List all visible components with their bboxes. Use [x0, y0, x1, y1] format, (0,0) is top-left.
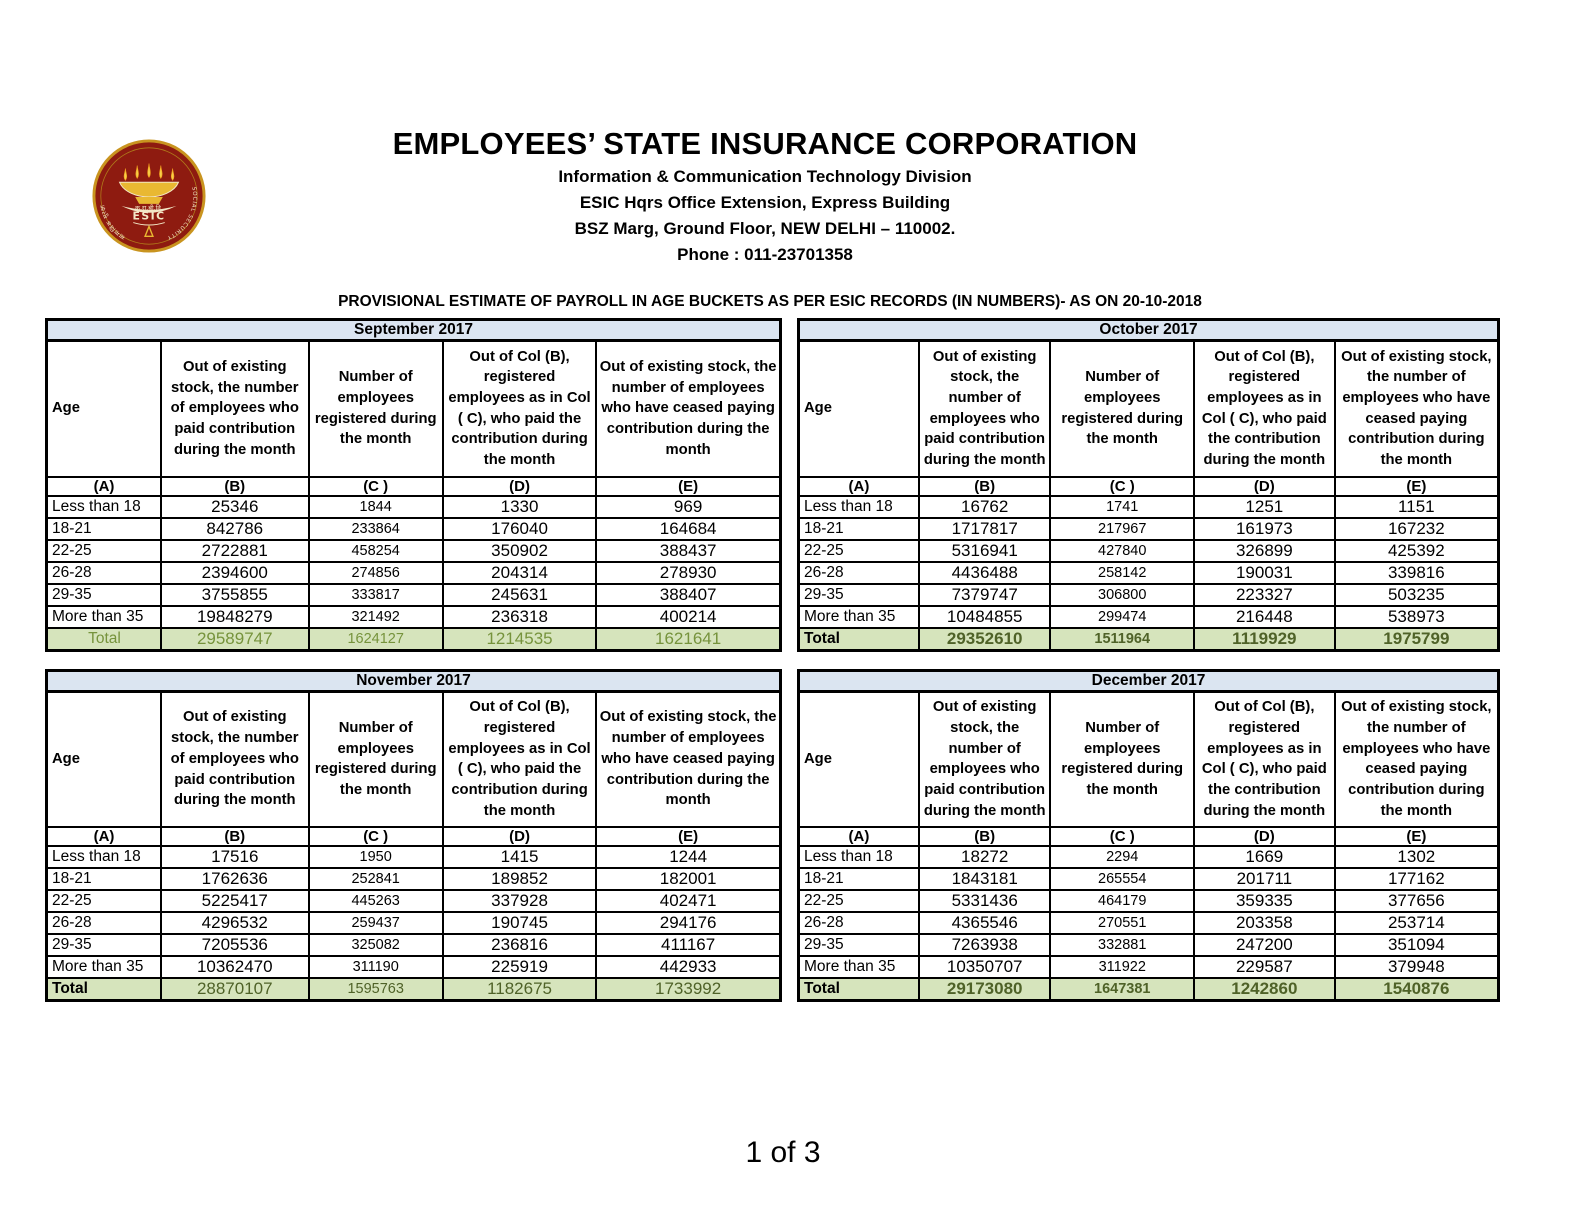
value-cell: 245631: [443, 584, 596, 606]
value-cell: 177162: [1335, 868, 1499, 890]
table-row: [799, 912, 1499, 934]
value-cell: 5225417: [161, 890, 309, 912]
value-cell: 311922: [1050, 956, 1194, 978]
table-row: [47, 606, 781, 628]
value-cell: 236318: [443, 606, 596, 628]
column-letter: (B): [161, 827, 309, 846]
value-cell: 1950: [309, 846, 443, 868]
tables-grid: [45, 318, 1500, 1002]
value-cell: 10350707: [919, 956, 1051, 978]
value-cell: 388437: [596, 540, 780, 562]
value-cell: 969: [596, 496, 780, 518]
column-header-e: Out of existing stock, the number of employees who have ceased paying contribution during the month: [596, 691, 780, 827]
value-cell: 5331436: [919, 890, 1051, 912]
table-row: [47, 846, 781, 868]
total-row: [47, 628, 781, 651]
column-letter: (C ): [1050, 477, 1194, 496]
report-title: PROVISIONAL ESTIMATE OF PAYROLL IN AGE BUCKETS AS PER ESIC RECORDS (IN NUMBERS)- AS ON 20-10-2018: [338, 293, 1202, 310]
table-row: [799, 846, 1499, 868]
age-cell: Less than 18: [47, 496, 162, 518]
value-cell: 29352610: [919, 628, 1051, 651]
column-letter: (A): [799, 827, 919, 846]
value-cell: 236816: [443, 934, 596, 956]
value-cell: 7205536: [161, 934, 309, 956]
value-cell: 325082: [309, 934, 443, 956]
value-cell: 252841: [309, 868, 443, 890]
value-cell: 321492: [309, 606, 443, 628]
value-cell: 190031: [1194, 562, 1335, 584]
value-cell: 29589747: [161, 628, 309, 651]
table-row: [799, 890, 1499, 912]
value-cell: 311190: [309, 956, 443, 978]
value-cell: 1741: [1050, 496, 1194, 518]
value-cell: 278930: [596, 562, 780, 584]
table-row: [799, 584, 1499, 606]
age-cell: Less than 18: [799, 846, 919, 868]
column-letter: (D): [1194, 827, 1335, 846]
value-cell: 379948: [1335, 956, 1499, 978]
age-cell: Less than 18: [799, 496, 919, 518]
age-cell: 26-28: [47, 912, 162, 934]
logo-esic-label: ESIC: [132, 209, 166, 223]
value-cell: 2722881: [161, 540, 309, 562]
column-header-b: Out of existing stock, the number of employees who paid contribution during the month: [161, 691, 309, 827]
value-cell: 265554: [1050, 868, 1194, 890]
column-header-d: Out of Col (B), registered employees as in Col ( C), who paid the contribution during the month: [443, 691, 596, 827]
age-cell: 29-35: [47, 934, 162, 956]
age-cell: 22-25: [47, 540, 162, 562]
column-header-c: Number of employees registered during the month: [309, 691, 443, 827]
value-cell: 1540876: [1335, 978, 1499, 1001]
value-cell: 1975799: [1335, 628, 1499, 651]
value-cell: 19848279: [161, 606, 309, 628]
column-letter: (E): [1335, 477, 1499, 496]
value-cell: 1717817: [919, 518, 1051, 540]
table-december-2017: [797, 669, 1500, 1003]
logo-left-curved-text: सामाजिक सुरक्षा: [99, 203, 127, 240]
column-letter: (B): [161, 477, 309, 496]
value-cell: 458254: [309, 540, 443, 562]
value-cell: 411167: [596, 934, 780, 956]
value-cell: 1511964: [1050, 628, 1194, 651]
table-row: [47, 540, 781, 562]
value-cell: 402471: [596, 890, 780, 912]
value-cell: 1244: [596, 846, 780, 868]
value-cell: 442933: [596, 956, 780, 978]
total-row: [799, 978, 1499, 1001]
table-row: [799, 540, 1499, 562]
value-cell: 216448: [1194, 606, 1335, 628]
age-cell: 22-25: [799, 540, 919, 562]
value-cell: 359335: [1194, 890, 1335, 912]
value-cell: 1182675: [443, 978, 596, 1001]
age-cell: 18-21: [799, 518, 919, 540]
table-row: [47, 868, 781, 890]
value-cell: 229587: [1194, 956, 1335, 978]
age-cell: 18-21: [799, 868, 919, 890]
value-cell: 1595763: [309, 978, 443, 1001]
age-cell: 29-35: [47, 584, 162, 606]
value-cell: 333817: [309, 584, 443, 606]
table-row: [799, 934, 1499, 956]
table-september-2017: [45, 318, 782, 652]
table-row: [47, 956, 781, 978]
value-cell: 17516: [161, 846, 309, 868]
column-header-e: Out of existing stock, the number of employees who have ceased paying contribution during the month: [1335, 341, 1499, 477]
value-cell: 4296532: [161, 912, 309, 934]
table-row: [47, 912, 781, 934]
column-header-c: Number of employees registered during the month: [309, 341, 443, 477]
value-cell: 294176: [596, 912, 780, 934]
value-cell: 1843181: [919, 868, 1051, 890]
value-cell: 1733992: [596, 978, 780, 1001]
month-header: October 2017: [799, 320, 1499, 341]
total-row: [799, 628, 1499, 651]
value-cell: 1669: [1194, 846, 1335, 868]
address-line-1: ESIC Hqrs Office Extension, Express Building: [579, 193, 951, 212]
column-letter: (E): [596, 827, 780, 846]
value-cell: 842786: [161, 518, 309, 540]
column-header-age: Age: [799, 341, 919, 477]
total-label-cell: Total: [47, 978, 162, 1001]
value-cell: 204314: [443, 562, 596, 584]
table-row: [47, 890, 781, 912]
table-row: [47, 934, 781, 956]
table-row: [799, 606, 1499, 628]
total-label-cell: Total: [799, 628, 919, 651]
value-cell: 503235: [1335, 584, 1499, 606]
table-row: [799, 518, 1499, 540]
age-cell: 22-25: [47, 890, 162, 912]
value-cell: 223327: [1194, 584, 1335, 606]
value-cell: 337928: [443, 890, 596, 912]
value-cell: 274856: [309, 562, 443, 584]
value-cell: 351094: [1335, 934, 1499, 956]
value-cell: 1119929: [1194, 628, 1335, 651]
value-cell: 7379747: [919, 584, 1051, 606]
age-cell: 29-35: [799, 934, 919, 956]
value-cell: 445263: [309, 890, 443, 912]
value-cell: 7263938: [919, 934, 1051, 956]
value-cell: 388407: [596, 584, 780, 606]
value-cell: 1302: [1335, 846, 1499, 868]
value-cell: 190745: [443, 912, 596, 934]
value-cell: 350902: [443, 540, 596, 562]
column-header-e: Out of existing stock, the number of employees who have ceased paying contribution during the month: [1335, 691, 1499, 827]
value-cell: 1242860: [1194, 978, 1335, 1001]
page-number: 1 of 3: [745, 1136, 821, 1169]
value-cell: 1647381: [1050, 978, 1194, 1001]
value-cell: 339816: [1335, 562, 1499, 584]
value-cell: 203358: [1194, 912, 1335, 934]
age-cell: 22-25: [799, 890, 919, 912]
value-cell: 1762636: [161, 868, 309, 890]
value-cell: 2394600: [161, 562, 309, 584]
table-row: [47, 562, 781, 584]
value-cell: 3755855: [161, 584, 309, 606]
age-cell: More than 35: [799, 956, 919, 978]
value-cell: 5316941: [919, 540, 1051, 562]
column-letter: (E): [1335, 827, 1499, 846]
value-cell: 225919: [443, 956, 596, 978]
value-cell: 2294: [1050, 846, 1194, 868]
age-cell: 26-28: [799, 562, 919, 584]
column-letter: (B): [919, 827, 1051, 846]
value-cell: 332881: [1050, 934, 1194, 956]
age-cell: More than 35: [799, 606, 919, 628]
value-cell: 176040: [443, 518, 596, 540]
total-label-cell: Total: [799, 978, 919, 1001]
value-cell: 1844: [309, 496, 443, 518]
column-header-d: Out of Col (B), registered employees as in Col ( C), who paid the contribution during the month: [443, 341, 596, 477]
value-cell: 247200: [1194, 934, 1335, 956]
value-cell: 377656: [1335, 890, 1499, 912]
month-header: September 2017: [47, 320, 781, 341]
value-cell: 25346: [161, 496, 309, 518]
value-cell: 10362470: [161, 956, 309, 978]
total-label-cell: Total: [47, 628, 162, 651]
value-cell: 270551: [1050, 912, 1194, 934]
table-row: [47, 496, 781, 518]
value-cell: 4365546: [919, 912, 1051, 934]
logo-right-curved-text: SOCIAL SECURITY: [165, 186, 198, 241]
column-letter: (B): [919, 477, 1051, 496]
value-cell: 16762: [919, 496, 1051, 518]
column-header-b: Out of existing stock, the number of employees who paid contribution during the month: [919, 341, 1051, 477]
value-cell: 1415: [443, 846, 596, 868]
value-cell: 464179: [1050, 890, 1194, 912]
page-title: EMPLOYEES’ STATE INSURANCE CORPORATION: [392, 126, 1138, 161]
column-letter: (C ): [309, 827, 443, 846]
value-cell: 299474: [1050, 606, 1194, 628]
column-header-d: Out of Col (B), registered employees as in Col ( C), who paid the contribution during the month: [1194, 691, 1335, 827]
value-cell: 201711: [1194, 868, 1335, 890]
table-november-2017: [45, 669, 782, 1003]
column-letter: (C ): [1050, 827, 1194, 846]
column-header-d: Out of Col (B), registered employees as in Col ( C), who paid the contribution during the month: [1194, 341, 1335, 477]
age-cell: More than 35: [47, 606, 162, 628]
value-cell: 10484855: [919, 606, 1051, 628]
age-cell: More than 35: [47, 956, 162, 978]
value-cell: 161973: [1194, 518, 1335, 540]
column-letter: (A): [799, 477, 919, 496]
age-cell: 26-28: [799, 912, 919, 934]
value-cell: 29173080: [919, 978, 1051, 1001]
column-header-e: Out of existing stock, the number of employees who have ceased paying contribution during the month: [596, 341, 780, 477]
table-row: [47, 584, 781, 606]
value-cell: 1621641: [596, 628, 780, 651]
value-cell: 167232: [1335, 518, 1499, 540]
column-header-age: Age: [47, 341, 162, 477]
table-october-2017: [797, 318, 1500, 652]
value-cell: 1624127: [309, 628, 443, 651]
column-letter: (D): [1194, 477, 1335, 496]
column-letter: (D): [443, 477, 596, 496]
value-cell: 425392: [1335, 540, 1499, 562]
column-header-age: Age: [47, 691, 162, 827]
column-letter: (E): [596, 477, 780, 496]
value-cell: 164684: [596, 518, 780, 540]
value-cell: 253714: [1335, 912, 1499, 934]
total-row: [47, 978, 781, 1001]
division-line: Information & Communication Technology Division: [558, 167, 972, 186]
column-header-c: Number of employees registered during the month: [1050, 691, 1194, 827]
header: [0, 126, 1530, 266]
age-cell: 18-21: [47, 518, 162, 540]
column-letter: (A): [47, 477, 162, 496]
logo-hindi-abbr: क.रा.बी.नि.: [135, 203, 163, 212]
value-cell: 259437: [309, 912, 443, 934]
value-cell: 189852: [443, 868, 596, 890]
value-cell: 233864: [309, 518, 443, 540]
value-cell: 1214535: [443, 628, 596, 651]
value-cell: 182001: [596, 868, 780, 890]
value-cell: 18272: [919, 846, 1051, 868]
value-cell: 400214: [596, 606, 780, 628]
age-cell: 26-28: [47, 562, 162, 584]
table-row: [47, 518, 781, 540]
value-cell: 4436488: [919, 562, 1051, 584]
table-row: [799, 496, 1499, 518]
table-row: [799, 868, 1499, 890]
age-cell: 18-21: [47, 868, 162, 890]
column-header-b: Out of existing stock, the number of employees who paid contribution during the month: [919, 691, 1051, 827]
value-cell: 1151: [1335, 496, 1499, 518]
column-header-c: Number of employees registered during the month: [1050, 341, 1194, 477]
value-cell: 28870107: [161, 978, 309, 1001]
column-header-age: Age: [799, 691, 919, 827]
age-cell: Less than 18: [47, 846, 162, 868]
month-header: December 2017: [799, 670, 1499, 691]
table-row: [799, 956, 1499, 978]
value-cell: 258142: [1050, 562, 1194, 584]
table-row: [799, 562, 1499, 584]
column-letter: (D): [443, 827, 596, 846]
value-cell: 1251: [1194, 496, 1335, 518]
value-cell: 538973: [1335, 606, 1499, 628]
column-letter: (A): [47, 827, 162, 846]
value-cell: 427840: [1050, 540, 1194, 562]
phone-line: Phone : 011-23701358: [677, 245, 853, 264]
column-header-b: Out of existing stock, the number of employees who paid contribution during the month: [161, 341, 309, 477]
column-letter: (C ): [309, 477, 443, 496]
address-line-2: BSZ Marg, Ground Floor, NEW DELHI – 110002.: [574, 219, 956, 238]
month-header: November 2017: [47, 670, 781, 691]
value-cell: 326899: [1194, 540, 1335, 562]
age-cell: 29-35: [799, 584, 919, 606]
value-cell: 1330: [443, 496, 596, 518]
value-cell: 217967: [1050, 518, 1194, 540]
value-cell: 306800: [1050, 584, 1194, 606]
